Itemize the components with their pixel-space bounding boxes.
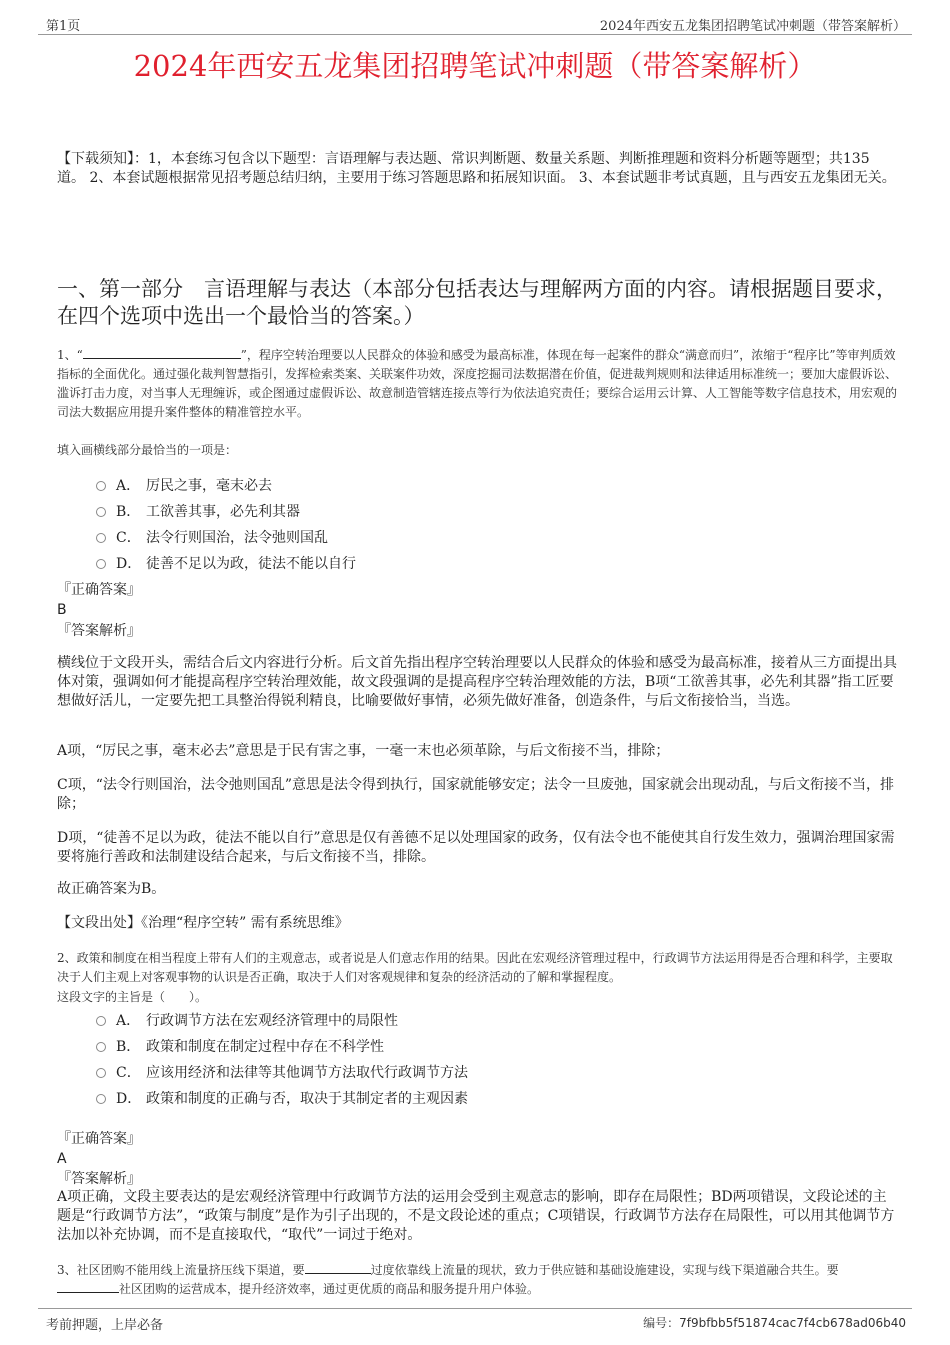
- answer-label: 『正确答案』: [57, 582, 141, 598]
- question-1-text: 1、“ ”，程序空转治理要以人民群众的体验和感受为最高标准，体现在每一起案件的群众“满意而归”，浓缩于“程序比”等审判质效指标的全面优化。通过强化裁判智慧指引，发挥检索类案、关联案件功效，深度挖掘司法数据潜在价值，促进裁判规则和法律适用标准统一；要加大虚假诉讼、滥诉打击力度，对当事人无理缠诉，或企图通过虚假诉讼、故意制造管辖连接点等行为依法追究责任；要综合运用云计算、人工智能等数字信息技术，用宏观的司法大数据应用提升案件整体的精准管控水平。: [57, 348, 898, 419]
- footer-slogan: 考前押题，上岸必备: [46, 1318, 164, 1333]
- answer-value: B: [57, 602, 67, 618]
- download-notice: 【下载须知】：1，本套练习包含以下题型：言语理解与表达题、常识判断题、数量关系题、判断推理题和资料分析题等题型；共135道。 2、本套试题根据常见招考题总结归纳，主要用于练习答题思路和拓展知识面。 3、本套试题非考试真题，且与西安五龙集团无关。: [57, 151, 896, 186]
- document-code: 编号：7f9bfbb5f51874cac7f4cb678ad06b40: [643, 1316, 906, 1330]
- radio-icon[interactable]: [96, 1094, 106, 1104]
- answer-label: 『正确答案』: [57, 1131, 141, 1147]
- analysis-paragraph: D项，“徒善不足以为政，徒法不能以自行”意思是仅有善德不足以处理国家的政务，仅有法令也不能使其自行发生效力，强调治理国家需要将施行善政和法制建设结合起来，与后文衔接不当，排除。: [57, 830, 895, 865]
- fill-blank: [83, 346, 241, 359]
- header-doc-title: 2024年西安五龙集团招聘笔试冲刺题（带答案解析）: [599, 19, 906, 34]
- answer-value: A: [57, 1151, 67, 1167]
- option-b[interactable]: B． 政策和制度在制定过程中存在不科学性: [96, 1034, 468, 1060]
- question-2-text: 2、政策和制度在相当程度上带有人们的主观意志，或者说是人们意志作用的结果。因此在宏观经济管理过程中，行政调节方法运用得是否合理和科学，主要取决于人们主观上对客观事物的认识是否正确，取决于人们对客观规律和复杂的经济活动的了解和掌握程度。: [57, 951, 893, 984]
- analysis-paragraph: C项，“法令行则国治，法令弛则国乱”意思是法令得到执行，国家就能够安定；法令一旦废弛，国家就会出现动乱，与后文衔接不当，排除；: [57, 777, 895, 812]
- analysis-paragraph: A项，“厉民之事，毫末必去”意思是于民有害之事，一毫一末也必须革除，与后文衔接不当，排除；: [57, 743, 670, 759]
- option-c[interactable]: C． 法令行则国治，法令弛则国乱: [96, 525, 356, 551]
- radio-icon[interactable]: [96, 1068, 106, 1078]
- analysis-conclusion: 故正确答案为B。: [57, 881, 166, 897]
- radio-icon[interactable]: [96, 507, 106, 517]
- question-1-ask: 填入画横线部分最恰当的一项是：: [57, 443, 238, 457]
- option-a[interactable]: A． 行政调节方法在宏观经济管理中的局限性: [96, 1008, 468, 1034]
- option-c[interactable]: C． 应该用经济和法律等其他调节方法取代行政调节方法: [96, 1060, 468, 1086]
- question-3-text: 3、社区团购不能用线上流量挤压线下渠道，要 过度依靠线上流量的现状，致力于供应链和基础设施建设，实现与线下渠道融合共生。要社区团购的运营成本，提升经济效率，通过更优质的商品和服务提升用户体验。: [57, 1263, 839, 1296]
- radio-icon[interactable]: [96, 481, 106, 491]
- radio-icon[interactable]: [96, 533, 106, 543]
- analysis-paragraph: 横线位于文段开头，需结合后文内容进行分析。后文首先指出程序空转治理要以人民群众的体验和感受为最高标准，接着从三方面提出具体对策，强调如何才能提高程序空转治理效能，故文段强调的是提高程序空转治理效能的方法，B项“工欲善其事，必先利其器”指工匠要想做好活儿，一定要先把工具整治得锐利精良，比喻要做好事情，必须先做好准备，创造条件，与后文衔接恰当，当选。: [57, 655, 897, 709]
- question-2-ask: 这段文字的主旨是（ ）。: [57, 990, 208, 1004]
- radio-icon[interactable]: [96, 1042, 106, 1052]
- fill-blank: [57, 1280, 119, 1293]
- question-1-options: [96, 473, 356, 577]
- page-title: 2024年西安五龙集团招聘笔试冲刺题（带答案解析）: [133, 49, 817, 83]
- option-b[interactable]: B． 工欲善其事，必先利其器: [96, 499, 356, 525]
- option-d[interactable]: D． 徒善不足以为政，徒法不能以自行: [96, 551, 356, 577]
- radio-icon[interactable]: [96, 559, 106, 569]
- fill-blank: [305, 1261, 371, 1274]
- analysis-paragraph: A项正确，文段主要表达的是宏观经济管理中行政调节方法的运用会受到主观意志的影响，即存在局限性；BD两项错误，文段论述的主题是“行政调节方法”，“政策与制度”是作为引子出现的，不是文段论述的重点；C项错误，行政调节方法存在局限性，可以用其他调节方法加以补充协调，而不是直接取代，“取代”一词过于绝对。: [57, 1189, 895, 1243]
- radio-icon[interactable]: [96, 1016, 106, 1026]
- page-number: 第1页: [46, 19, 81, 34]
- source-citation: 【文段出处】《治理“程序空转” 需有系统思维》: [57, 915, 349, 931]
- option-d[interactable]: D． 政策和制度的正确与否，取决于其制定者的主观因素: [96, 1086, 468, 1112]
- option-a[interactable]: A． 厉民之事，毫末必去: [96, 473, 356, 499]
- page-footer: [38, 1308, 912, 1339]
- page-header: [38, 12, 912, 35]
- section-heading: 一、第一部分 言语理解与表达（本部分包括表达与理解两方面的内容。请根据题目要求，在四个选项中选出一个最恰当的答案。）: [57, 277, 897, 328]
- analysis-label: 『答案解析』: [57, 623, 141, 639]
- question-2-options: [96, 1008, 468, 1112]
- analysis-label: 『答案解析』: [57, 1171, 141, 1187]
